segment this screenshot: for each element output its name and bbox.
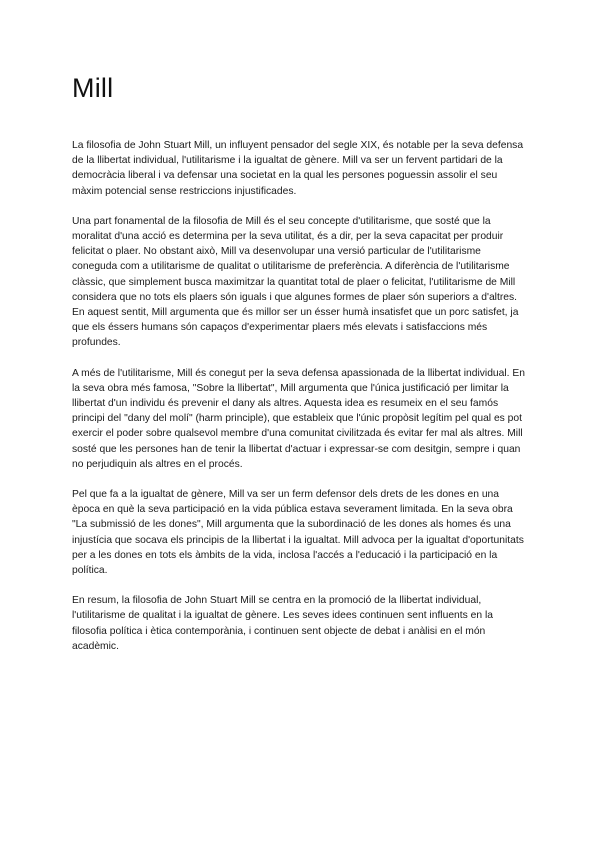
document-page	[72, 70, 528, 669]
paragraph-intro: La filosofia de John Stuart Mill, un influyent pensador del segle XIX, és notable per la seva defensa de la llibertat individual, l'utilitarisme i la igualtat de gènere. Mill va ser un fervent partidari de la democràcia liberal i va defensar una societat en la qual les persones poguessin assolir el seu màxim potencial sense restriccions injustificades.	[72, 140, 524, 197]
page-title: Mill	[72, 73, 114, 103]
paragraph-liberty: A més de l'utilitarisme, Mill és conegut per la seva defensa apassionada de la llibertat individual. En la seva obra més famosa, "Sobre la llibertat", Mill argumenta que l'única justificació per limitar la llibertat d'un individu és prevenir el dany als altres. Aquesta idea es resumeix en el seu famós principi del "dany del molí" (harm principle), que estableix que l'únic propòsit legítim pel qual es pot exercir el poder sobre qualsevol membre d'una comunitat civilitzada és evitar fer mal als altres. Mill sosté que les persones han de tenir la llibertat d'actuar i expressar-se com desitgin, sempre i quan no perjudiquin als altres en el procés.	[72, 367, 525, 470]
paragraph-gender-equality: Pel que fa a la igualtat de gènere, Mill va ser un ferm defensor dels drets de les dones en una època en què la seva participació en la vida pública estava severament limitada. En la seva obra "La submissió de les dones", Mill argumenta que la subordinació de les dones als homes és una injustícia que socava els principis de la llibertat i la igualtat. Mill advoca per la igualtat d'oportunitats per a les dones en tots els àmbits de la vida, inclosa l'accés a l'educació i la participació en la política.	[72, 489, 524, 577]
paragraph-summary: En resum, la filosofia de John Stuart Mill se centra en la promoció de la llibertat individual, l'utilitarisme de qualitat i la igualtat de gènere. Les seves idees continuen sent influents en la filosofia política i ètica contemporània, i continuen sent objecte de debat i anàlisi en el món acadèmic.	[72, 595, 493, 652]
paragraph-utilitarianism: Una part fonamental de la filosofia de Mill és el seu concepte d'utilitarisme, que sosté que la moralitat d'una acció es determina per la seva utilitat, és a dir, per la seva capacitat per produir felicitat o plaer. No obstant això, Mill va desenvolupar una versió particular de l'utilitarisme coneguda com a utilitarisme de qualitat o utilitarisme de preferència. A diferència de l'utilitarisme clàssic, que simplement busca maximitzar la quantitat total de plaer o felicitat, l'utilitarisme de Mill considera que no tots els plaers són iguals i que algunes formes de plaer són superiors a d'altres. En aquest sentit, Mill argumenta que és millor ser un ésser humà insatisfet que un porc satisfet, ja que els éssers humans són capaços d'experimentar plaers més elevats i satisfaccions més profundes.	[72, 215, 519, 349]
